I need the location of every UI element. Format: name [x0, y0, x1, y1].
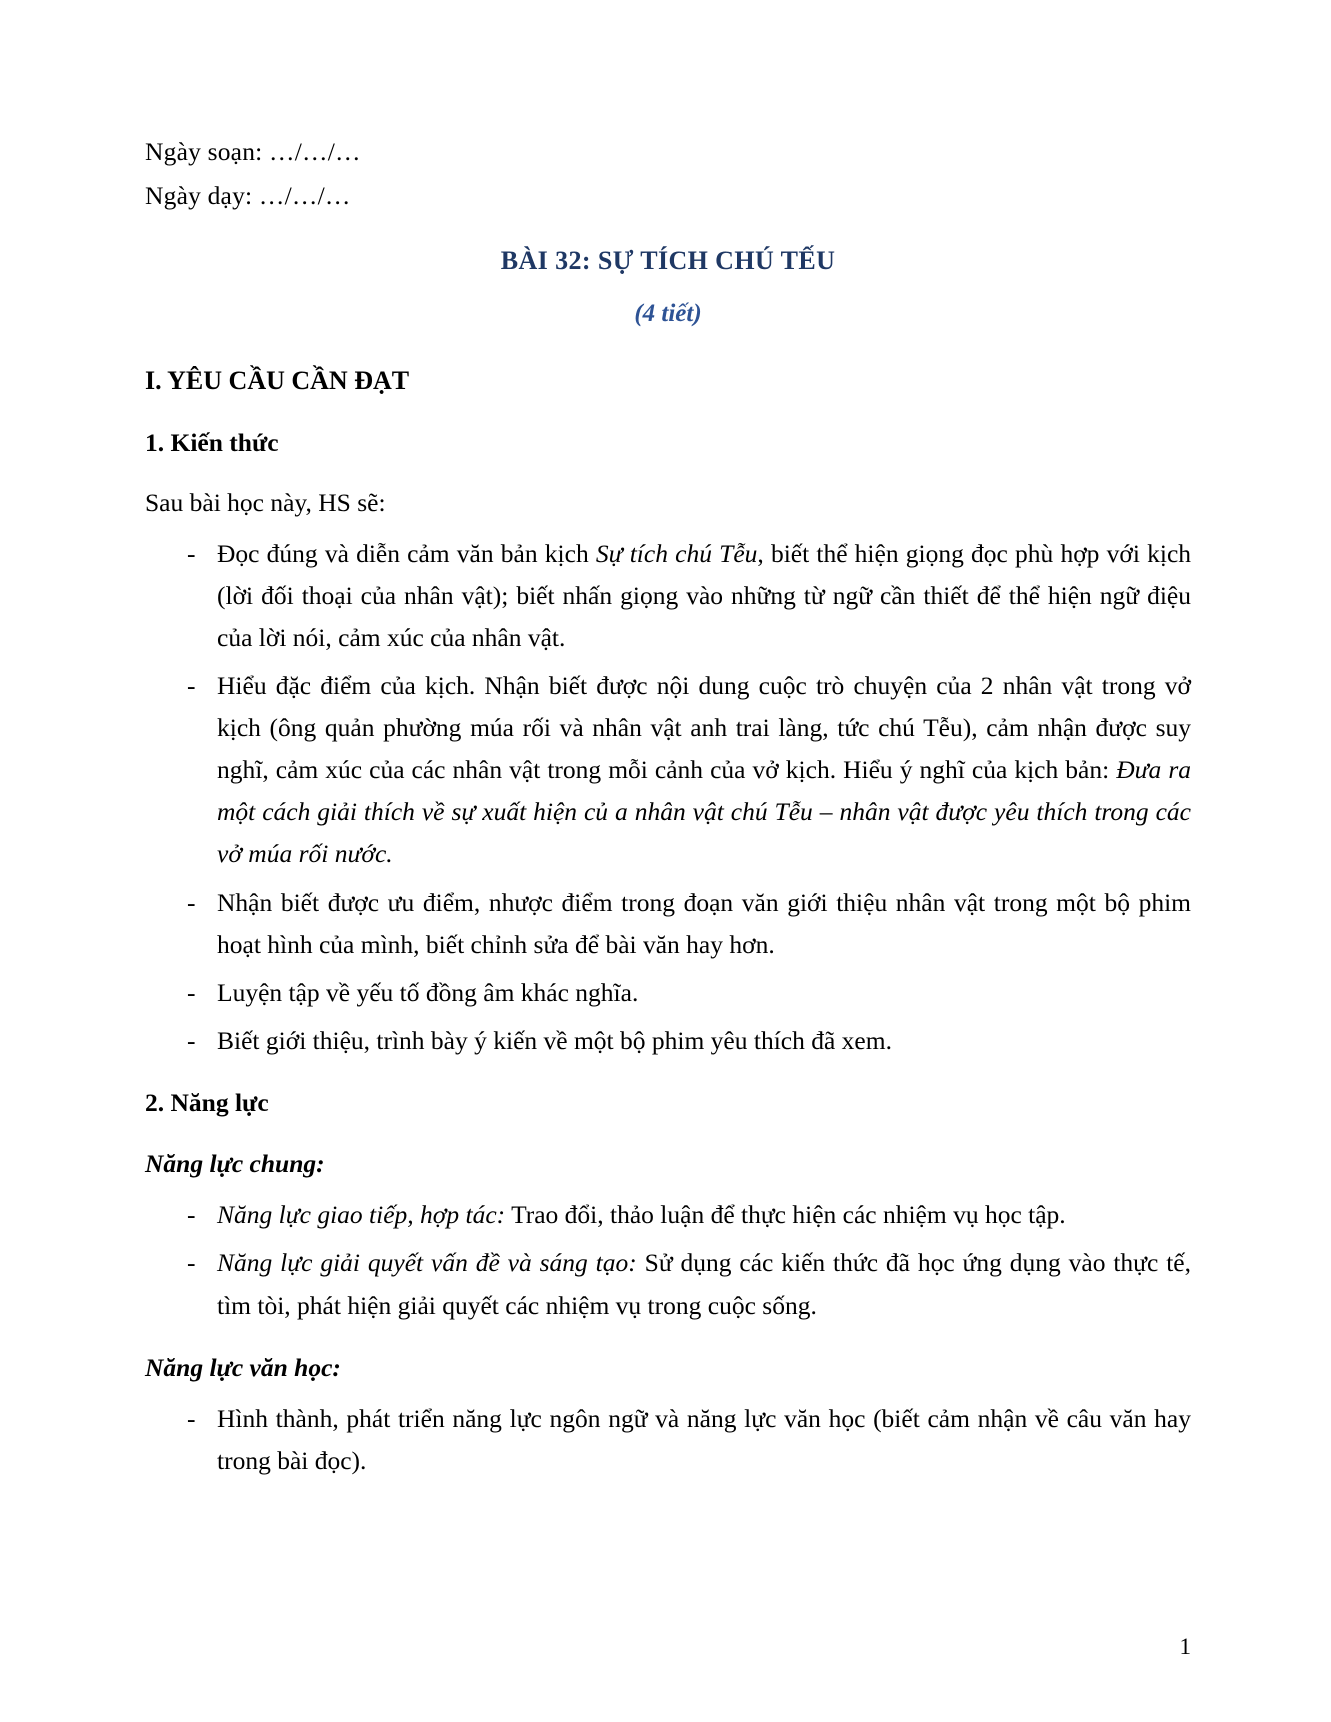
- group-label-literary-competency: Năng lực văn học:: [145, 1352, 341, 1382]
- literary-competency-bullet-list: [145, 1398, 1191, 1482]
- list-item: - Hiểu đặc điểm của kịch. Nhận biết được nội dung cuộc trò chuyện của 2 nhân vật trong vở kịch (ông quản phường múa rối và nhân vật anh trai làng, tức chú Tễu), cảm nhận được suy nghĩ, cảm xúc của các nhân vật trong mỗi cảnh của vở kịch. Hiểu ý nghĩ của kịch bản: Đưa ra một cách giải thích về sự xuất hiện củ a nhân vật chú Tễu – nhân vật được yêu thích trong các vở múa rối nước.: [145, 665, 1191, 875]
- group-label-general-competency: Năng lực chung:: [145, 1149, 325, 1179]
- list-item: - Luyện tập về yếu tố đồng âm khác nghĩa.: [145, 972, 1191, 1014]
- list-item: - Hình thành, phát triển năng lực ngôn ngữ và năng lực văn học (biết cảm nhận về câu văn hay trong bài đọc).: [145, 1398, 1191, 1482]
- list-item: - Năng lực giải quyết vấn đề và sáng tạo: Sử dụng các kiến thức đã học ứng dụng vào thực tế, tìm tòi, phát hiện giải quyết các nhiệm vụ trong cuộc sống.: [145, 1242, 1191, 1326]
- list-item: - Năng lực giao tiếp, hợp tác: Trao đổi, thảo luận để thực hiện các nhiệm vụ học tập.: [145, 1194, 1191, 1236]
- document-subtitle: (4 tiết): [634, 299, 702, 327]
- list-item: - Biết giới thiệu, trình bày ý kiến về một bộ phim yêu thích đã xem.: [145, 1020, 1191, 1062]
- general-competency-bullet-list: [145, 1194, 1191, 1326]
- subsection-heading-competencies: 2. Năng lực: [145, 1087, 269, 1117]
- subsection-heading-knowledge: 1. Kiến thức: [145, 428, 279, 458]
- section-heading-requirements: I. YÊU CẦU CẦN ĐẠT: [145, 366, 410, 396]
- knowledge-bullet-list: [145, 533, 1191, 1062]
- document-body: [145, 130, 1191, 1482]
- list-item: - Nhận biết được ưu điểm, nhược điểm trong đoạn văn giới thiệu nhân vật trong một bộ phim hoạt hình của mình, biết chỉnh sửa để bài văn hay hơn.: [145, 882, 1191, 966]
- knowledge-intro-text: Sau bài học này, HS sẽ:: [145, 487, 386, 517]
- date-taught-line: Ngày dạy: …/…/…: [145, 180, 351, 210]
- page-number: 1: [1179, 1634, 1191, 1659]
- date-prepared-line: Ngày soạn: …/…/…: [145, 137, 361, 166]
- list-item: - Đọc đúng và diễn cảm văn bản kịch Sự tích chú Tễu, biết thể hiện giọng đọc phù hợp với kịch (lời đối thoại của nhân vật); biết nhấn giọng vào những từ ngữ cần thiết để thể hiện ngữ điệu của lời nói, cảm xúc của nhân vật.: [145, 533, 1191, 659]
- document-title: BÀI 32: SỰ TÍCH CHÚ TẾU: [500, 245, 836, 275]
